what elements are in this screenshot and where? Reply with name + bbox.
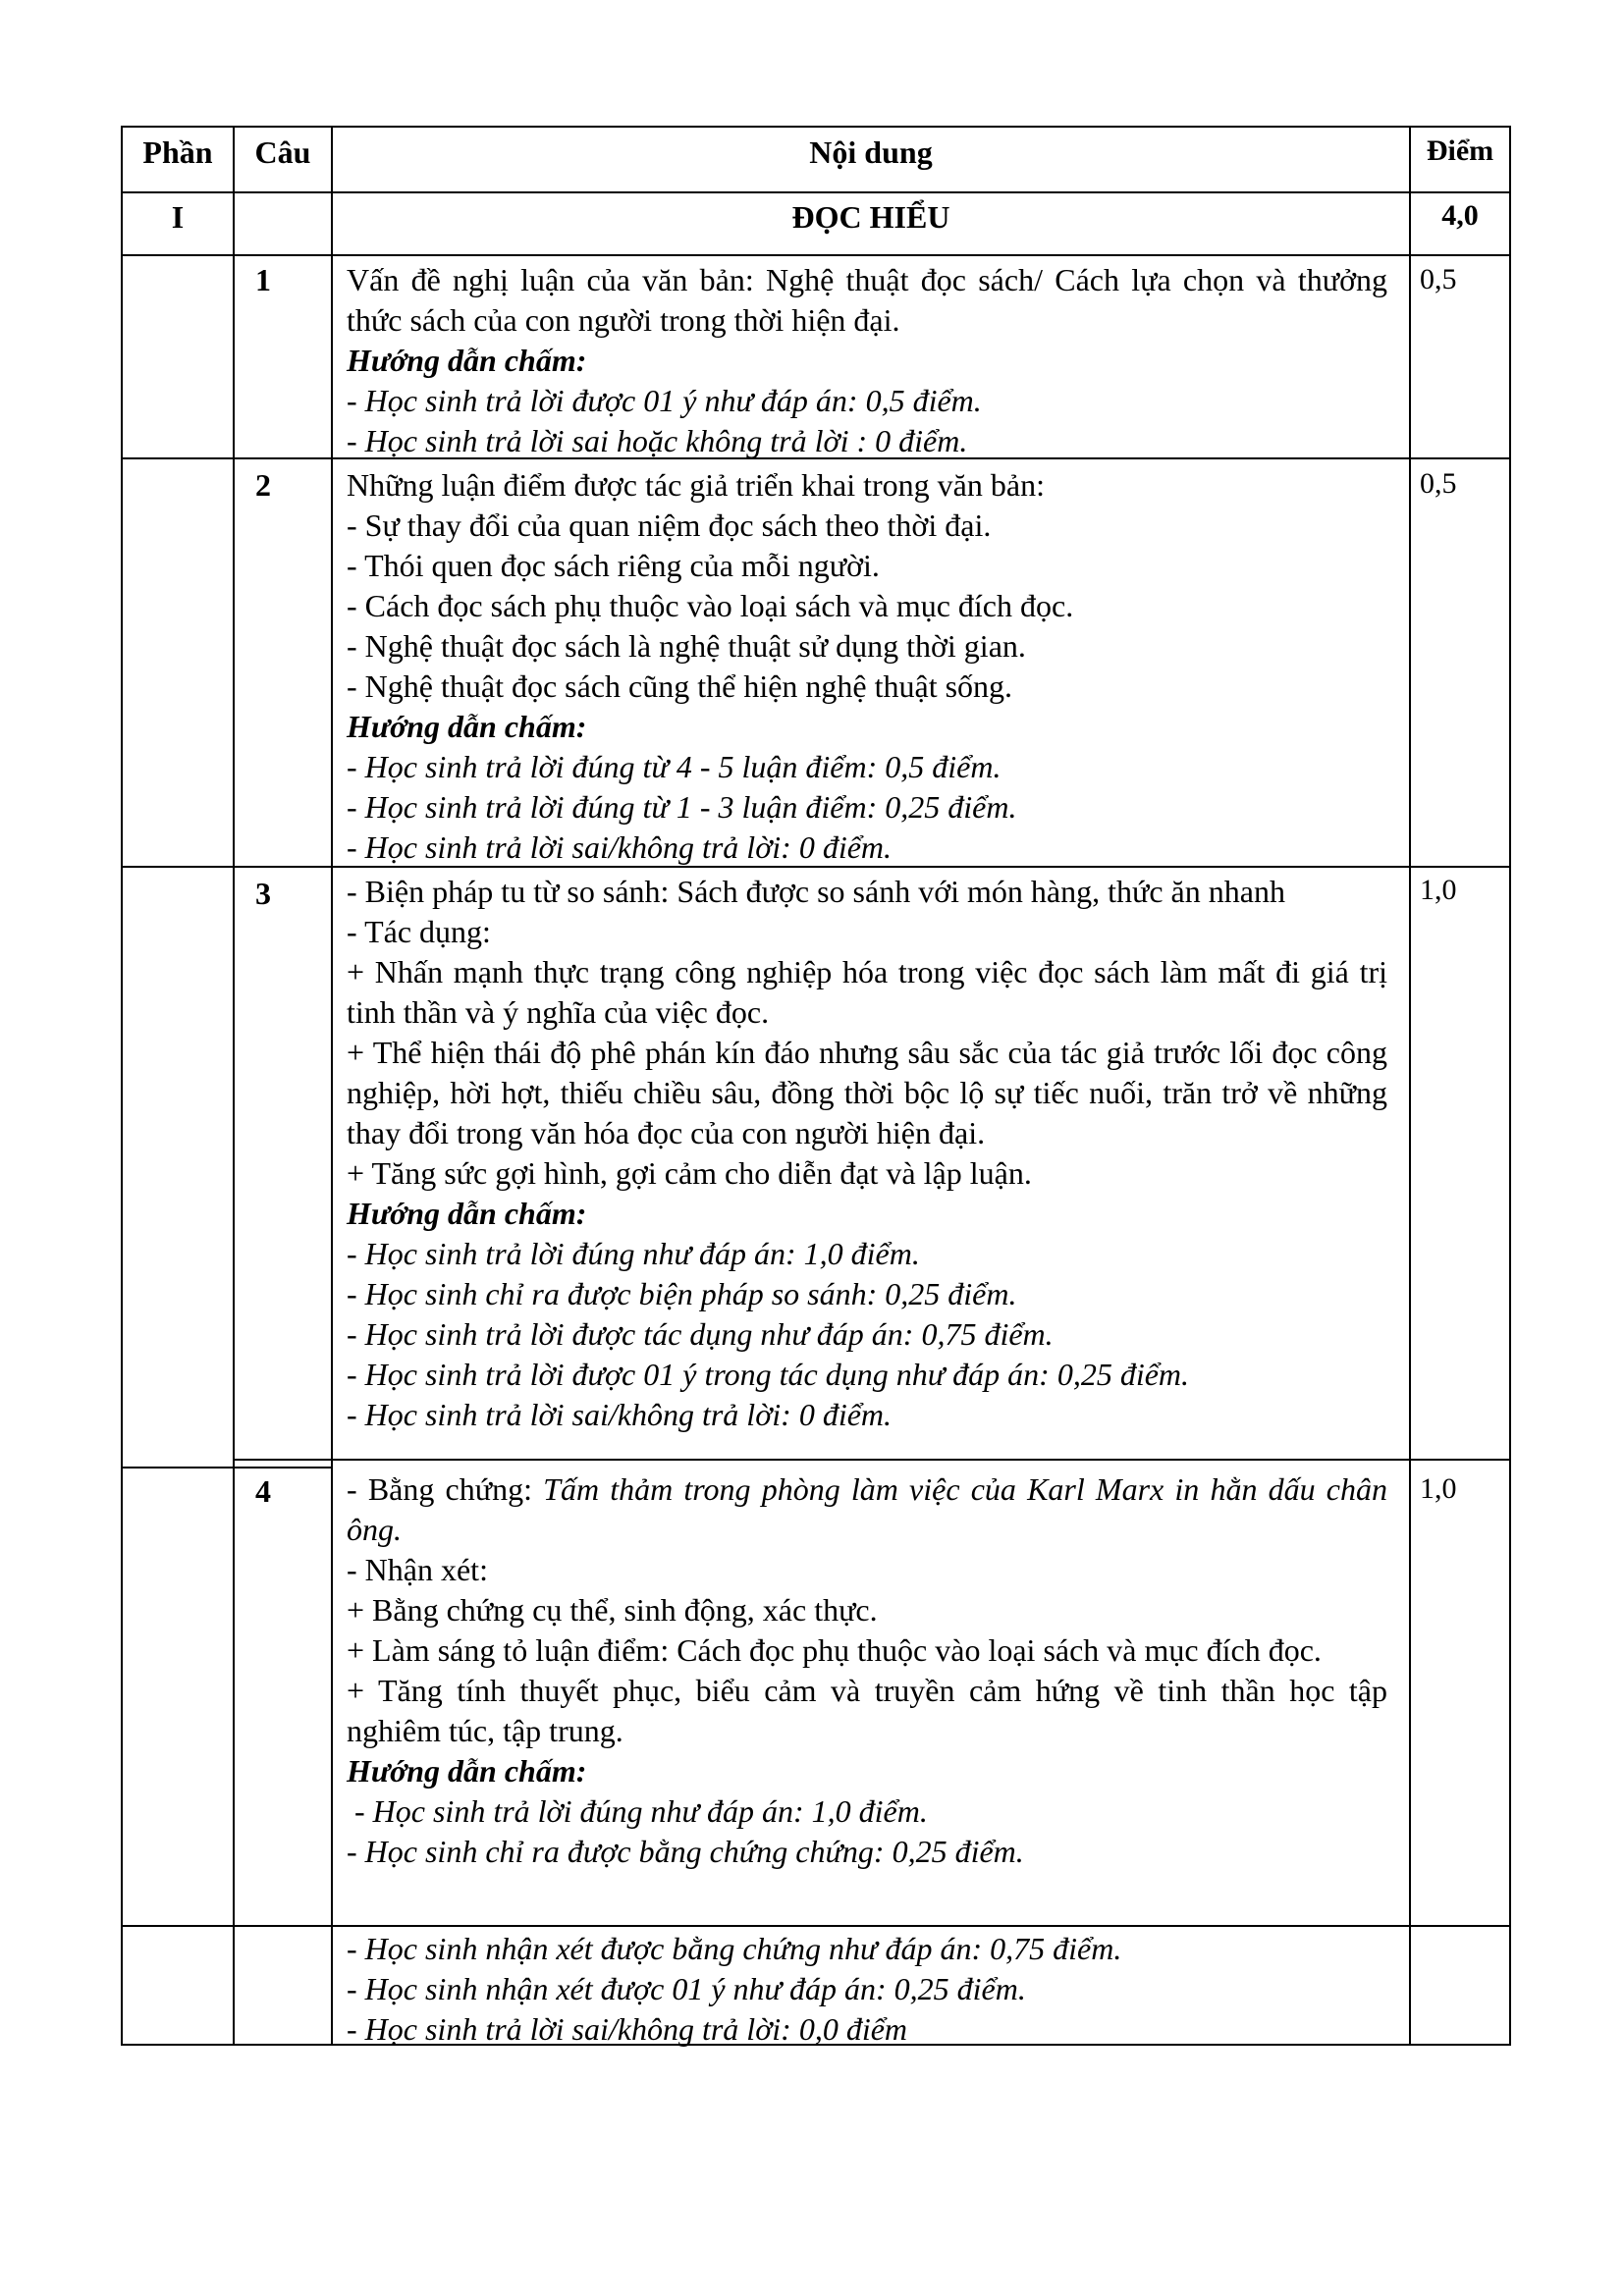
- header-diem: Điểm: [1426, 134, 1494, 167]
- question-3-guide-line: - Học sinh trả lời được 01 ý trong tác dụng như đáp án: 0,25 điểm.: [347, 1357, 1190, 1392]
- question-number-1: 1: [255, 262, 271, 297]
- question-3-line: + Nhấn mạnh thực trạng công nghiệp hóa trong việc đọc sách làm mất đi giá trị tinh thần và ý nghĩa của việc đọc.: [347, 954, 1387, 1030]
- question-4-guide-line: - Học sinh chỉ ra được bằng chứng chứng: 0,25 điểm.: [347, 1834, 1024, 1869]
- header-noi-dung: Nội dung: [809, 134, 933, 170]
- question-4-guide-line: - Học sinh trả lời sai/không trả lời: 0,0 điểm: [347, 2011, 908, 2047]
- question-4-content: [347, 1469, 1387, 1872]
- question-2-guide-line: - Học sinh trả lời sai/không trả lời: 0 điểm.: [347, 829, 893, 865]
- question-2-guide-line: - Học sinh trả lời đúng từ 1 - 3 luận điểm: 0,25 điểm.: [347, 789, 1017, 825]
- question-1-content: [347, 260, 1387, 461]
- question-4-guide-line: - Học sinh trả lời đúng như đáp án: 1,0 điểm.: [347, 1793, 928, 1829]
- question-number-2: 2: [255, 467, 271, 503]
- question-4-guide-continued: [347, 1929, 1387, 2050]
- question-2-line: - Thói quen đọc sách riêng của mỗi người.: [347, 548, 880, 583]
- question-2-score: 0,5: [1420, 467, 1457, 500]
- question-4-score: 1,0: [1420, 1472, 1457, 1505]
- question-3-line: + Tăng sức gợi hình, gợi cảm cho diễn đạt và lập luận.: [347, 1155, 1032, 1191]
- question-4-evidence-text: Tấm thảm trong phòng làm việc của Karl Marx in hằn dấu chân ông.: [347, 1471, 1387, 1547]
- question-3-guide-line: - Học sinh trả lời đúng như đáp án: 1,0 điểm.: [347, 1236, 920, 1271]
- section-title: ĐỌC HIỂU: [791, 199, 950, 235]
- header-phan: Phần: [142, 134, 213, 170]
- question-number-3: 3: [255, 876, 271, 911]
- question-3-line: - Tác dụng:: [347, 914, 491, 949]
- question-1-guide-title: Hướng dẫn chấm:: [347, 343, 587, 378]
- question-3-guide-line: - Học sinh chỉ ra được biện pháp so sánh: 0,25 điểm.: [347, 1276, 1017, 1311]
- question-2-guide-title: Hướng dẫn chấm:: [347, 709, 587, 744]
- question-2-guide-line: - Học sinh trả lời đúng từ 4 - 5 luận điểm: 0,5 điểm.: [347, 749, 1001, 784]
- question-2-line: Những luận điểm được tác giả triển khai trong văn bản:: [347, 467, 1045, 503]
- question-3-guide-line: - Học sinh trả lời sai/không trả lời: 0 điểm.: [347, 1397, 893, 1432]
- question-4-guide-line: - Học sinh nhận xét được bằng chứng như đáp án: 0,75 điểm.: [347, 1931, 1122, 1966]
- question-3-line: - Biện pháp tu từ so sánh: Sách được so sánh với món hàng, thức ăn nhanh: [347, 874, 1285, 909]
- question-2-line: - Nghệ thuật đọc sách cũng thể hiện nghệ thuật sống.: [347, 668, 1013, 704]
- question-3-guide-title: Hướng dẫn chấm:: [347, 1196, 587, 1231]
- question-4-evidence-label: - Bằng chứng:: [347, 1471, 544, 1507]
- question-2-line: - Cách đọc sách phụ thuộc vào loại sách và mục đích đọc.: [347, 588, 1074, 623]
- question-4-line: - Nhận xét:: [347, 1552, 488, 1587]
- question-4-line: + Làm sáng tỏ luận điểm: Cách đọc phụ thuộc vào loại sách và mục đích đọc.: [347, 1632, 1322, 1668]
- question-3-score: 1,0: [1420, 874, 1457, 906]
- question-3-content: [347, 872, 1387, 1435]
- question-3-guide-line: - Học sinh trả lời được tác dụng như đáp án: 0,75 điểm.: [347, 1316, 1054, 1352]
- question-1-guide-line: - Học sinh trả lời sai hoặc không trả lời : 0 điểm.: [347, 423, 968, 458]
- section-phan: I: [171, 199, 185, 235]
- question-4-evidence: [347, 1469, 1387, 1550]
- question-2-line: - Nghệ thuật đọc sách là nghệ thuật sử dụng thời gian.: [347, 628, 1026, 664]
- header-cau: Câu: [254, 134, 311, 170]
- question-1-score: 0,5: [1420, 263, 1457, 295]
- question-3-line: + Thể hiện thái độ phê phán kín đáo nhưng sâu sắc của tác giả trước lối đọc công nghiệp, hời hợt, thiếu chiều sâu, đồng thời bộc lộ sự tiếc nuối, trăn trở về những thay đổi trong văn hóa đọc của con người hiện đại.: [347, 1035, 1387, 1150]
- question-number-4: 4: [255, 1473, 271, 1509]
- question-4-line: + Tăng tính thuyết phục, biểu cảm và truyền cảm hứng về tinh thần học tập nghiêm túc, tập trung.: [347, 1673, 1387, 1748]
- section-score: 4,0: [1441, 199, 1479, 232]
- question-1-answer: Vấn đề nghị luận của văn bản: Nghệ thuật đọc sách/ Cách lựa chọn và thưởng thức sách của con người trong thời hiện đại.: [347, 262, 1387, 338]
- question-2-content: [347, 465, 1387, 868]
- question-2-line: - Sự thay đổi của quan niệm đọc sách theo thời đại.: [347, 507, 992, 543]
- question-4-guide-title: Hướng dẫn chấm:: [347, 1753, 587, 1789]
- question-1-guide-line: - Học sinh trả lời được 01 ý như đáp án: 0,5 điểm.: [347, 383, 982, 418]
- question-4-line: + Bằng chứng cụ thể, sinh động, xác thực.: [347, 1592, 878, 1628]
- question-4-guide-line: - Học sinh nhận xét được 01 ý như đáp án: 0,25 điểm.: [347, 1971, 1026, 2006]
